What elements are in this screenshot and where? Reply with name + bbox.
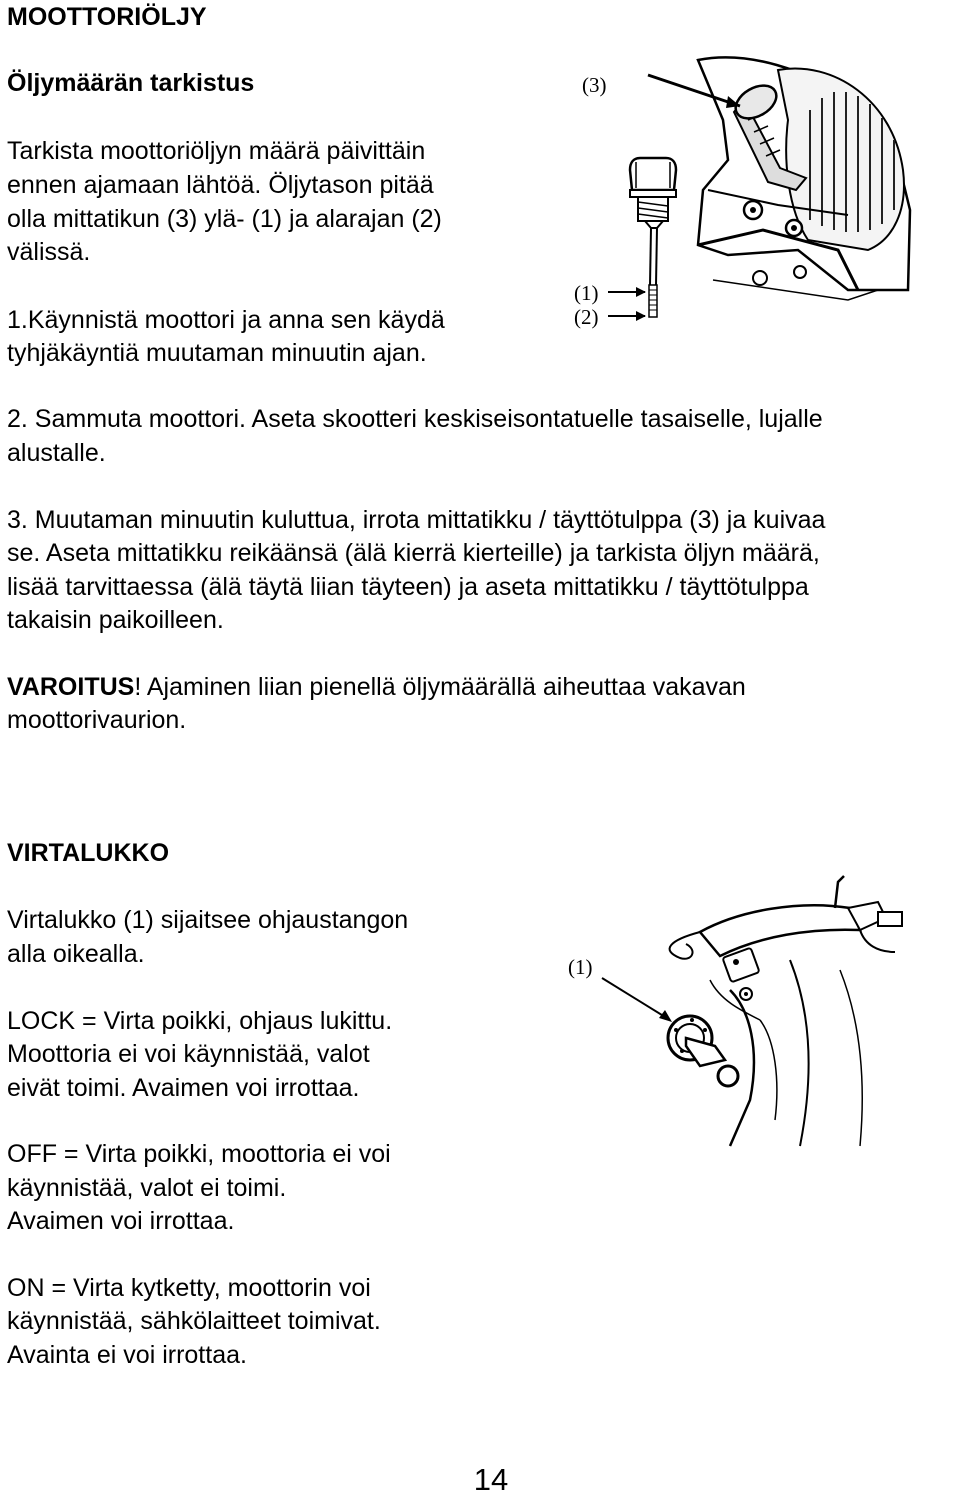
paragraph-line: ennen ajamaan lähtöä. Öljytason pitää: [7, 171, 434, 199]
paragraph-line: takaisin paikoilleen.: [7, 606, 224, 634]
paragraph-line: [7, 670, 746, 704]
paragraph-line: Avainta ei voi irrottaa.: [7, 1341, 247, 1369]
paragraph-line: LOCK = Virta poikki, ohjaus lukittu.: [7, 1007, 393, 1035]
paragraph-line: 2. Sammuta moottori. Aseta skootteri keskiseisontatuelle tasaiselle, lujalle: [7, 405, 823, 433]
paragraph-line: moottorivaurion.: [7, 706, 187, 734]
paragraph-line: 1.Käynnistä moottori ja anna sen käydä: [7, 306, 445, 334]
dipstick-drawing: [548, 40, 920, 352]
paragraph-line: ON = Virta kytketty, moottorin voi: [7, 1274, 371, 1302]
oil-check-subtitle: Öljymäärän tarkistus: [7, 69, 255, 97]
page-number: 14: [473, 1462, 509, 1497]
paragraph-line: Moottoria ei voi käynnistää, valot: [7, 1040, 370, 1068]
ignition-switch-label: (1): [568, 955, 593, 979]
ignition-section-title: VIRTALUKKO: [7, 839, 170, 867]
oil-section-title: MOOTTORIÖLJY: [7, 3, 207, 31]
dipstick-illustration: [548, 40, 920, 352]
paragraph-line: olla mittatikun (3) ylä- (1) ja alarajan (2): [7, 205, 442, 233]
ignition-switch-illustration: [560, 870, 905, 1150]
ignition-switch-drawing: [560, 870, 905, 1150]
paragraph-line: alustalle.: [7, 439, 106, 467]
paragraph-line: Avaimen voi irrottaa.: [7, 1207, 235, 1235]
warning-label: VAROITUS: [7, 673, 135, 701]
paragraph-line: eivät toimi. Avaimen voi irrottaa.: [7, 1074, 360, 1102]
paragraph-line: alla oikealla.: [7, 940, 145, 968]
cap-label: (3): [582, 73, 607, 97]
paragraph-line: se. Aseta mittatikku reikäänsä (älä kierrä kierteille) ja tarkista öljyn määrä,: [7, 539, 820, 567]
paragraph-line: välissä.: [7, 238, 91, 266]
warning-text: ! Ajaminen liian pienellä öljymäärällä aiheuttaa vakavan: [134, 673, 746, 701]
paragraph-line: Tarkista moottoriöljyn määrä päivittäin: [7, 137, 426, 165]
upper-level-label: (1): [574, 281, 599, 305]
paragraph-line: käynnistää, valot ei toimi.: [7, 1174, 287, 1202]
paragraph-line: käynnistää, sähkölaitteet toimivat.: [7, 1307, 381, 1335]
paragraph-line: 3. Muutaman minuutin kuluttua, irrota mittatikku / täyttötulppa (3) ja kuivaa: [7, 506, 826, 534]
paragraph-line: lisää tarvittaessa (älä täytä liian täyteen) ja aseta mittatikku / täyttötulppa: [7, 573, 809, 601]
paragraph-line: Virtalukko (1) sijaitsee ohjaustangon: [7, 906, 409, 934]
paragraph-line: OFF = Virta poikki, moottoria ei voi: [7, 1140, 391, 1168]
lower-level-label: (2): [574, 305, 599, 329]
paragraph-line: tyhjäkäyntiä muutaman minuutin ajan.: [7, 339, 427, 367]
